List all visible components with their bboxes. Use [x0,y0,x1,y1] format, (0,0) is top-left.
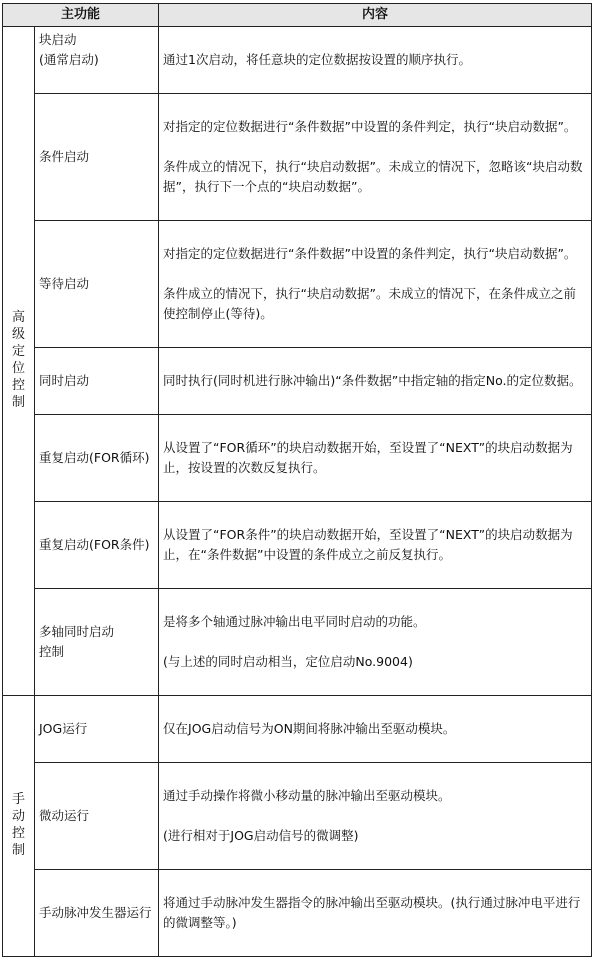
function-name: 手动脉冲发生器运行 [35,870,159,957]
function-name: JOG运行 [35,696,159,763]
function-name: 重复启动(FOR条件) [35,502,159,589]
function-name: 同时启动 [35,348,159,415]
table-row [3,502,592,589]
function-name: 等待启动 [35,221,159,348]
table-header-row [3,4,592,27]
table-row [3,589,592,696]
group-label-advanced-positioning: 高级定位控制 [3,27,35,696]
function-description: 是将多个轴通过脉冲输出电平同时启动的功能。 (与上述的同时启动相当，定位启动No.9004) [159,589,592,696]
function-name: 多轴同时启动 控制 [35,589,159,696]
table-row [3,696,592,763]
function-description: 从设置了“FOR条件”的块启动数据开始，至设置了“NEXT”的块启动数据为止，在“条件数据”中设置的条件成立之前反复执行。 [159,502,592,589]
table-row [3,94,592,221]
table-row [3,415,592,502]
function-name: 块启动 (通常启动) [35,27,159,94]
table-row [3,870,592,957]
function-description: 对指定的定位数据进行“条件数据”中设置的条件判定，执行“块启动数据”。 条件成立的情况下，执行“块启动数据”。未成立的情况下，忽略该“块启动数据”，执行下一个点的“块启动数据”。 [159,94,592,221]
group-label-manual-control: 手动控制 [3,696,35,957]
function-description: 对指定的定位数据进行“条件数据”中设置的条件判定，执行“块启动数据”。 条件成立的情况下，执行“块启动数据”。未成立的情况下，在条件成立之前使控制停止(等待)。 [159,221,592,348]
function-name: 重复启动(FOR循环) [35,415,159,502]
function-description: 通过1次启动，将任意块的定位数据按设置的顺序执行。 [159,27,592,94]
table-row [3,763,592,870]
function-description: 将通过手动脉冲发生器指令的脉冲输出至驱动模块。(执行通过脉冲电平进行的微调整等。) [159,870,592,957]
table-row [3,221,592,348]
function-description: 同时执行(同时机进行脉冲输出)“条件数据”中指定轴的指定No.的定位数据。 [159,348,592,415]
function-name: 微动运行 [35,763,159,870]
function-table [2,3,592,957]
function-description: 从设置了“FOR循环”的块启动数据开始，至设置了“NEXT”的块启动数据为止，按设置的次数反复执行。 [159,415,592,502]
table-row [3,348,592,415]
function-description: 通过手动操作将微小移动量的脉冲输出至驱动模块。 (进行相对于JOG启动信号的微调整) [159,763,592,870]
table-row [3,27,592,94]
function-name: 条件启动 [35,94,159,221]
function-description: 仅在JOG启动信号为ON期间将脉冲输出至驱动模块。 [159,696,592,763]
header-main-function: 主功能 [3,4,159,27]
header-content: 内容 [159,4,592,27]
